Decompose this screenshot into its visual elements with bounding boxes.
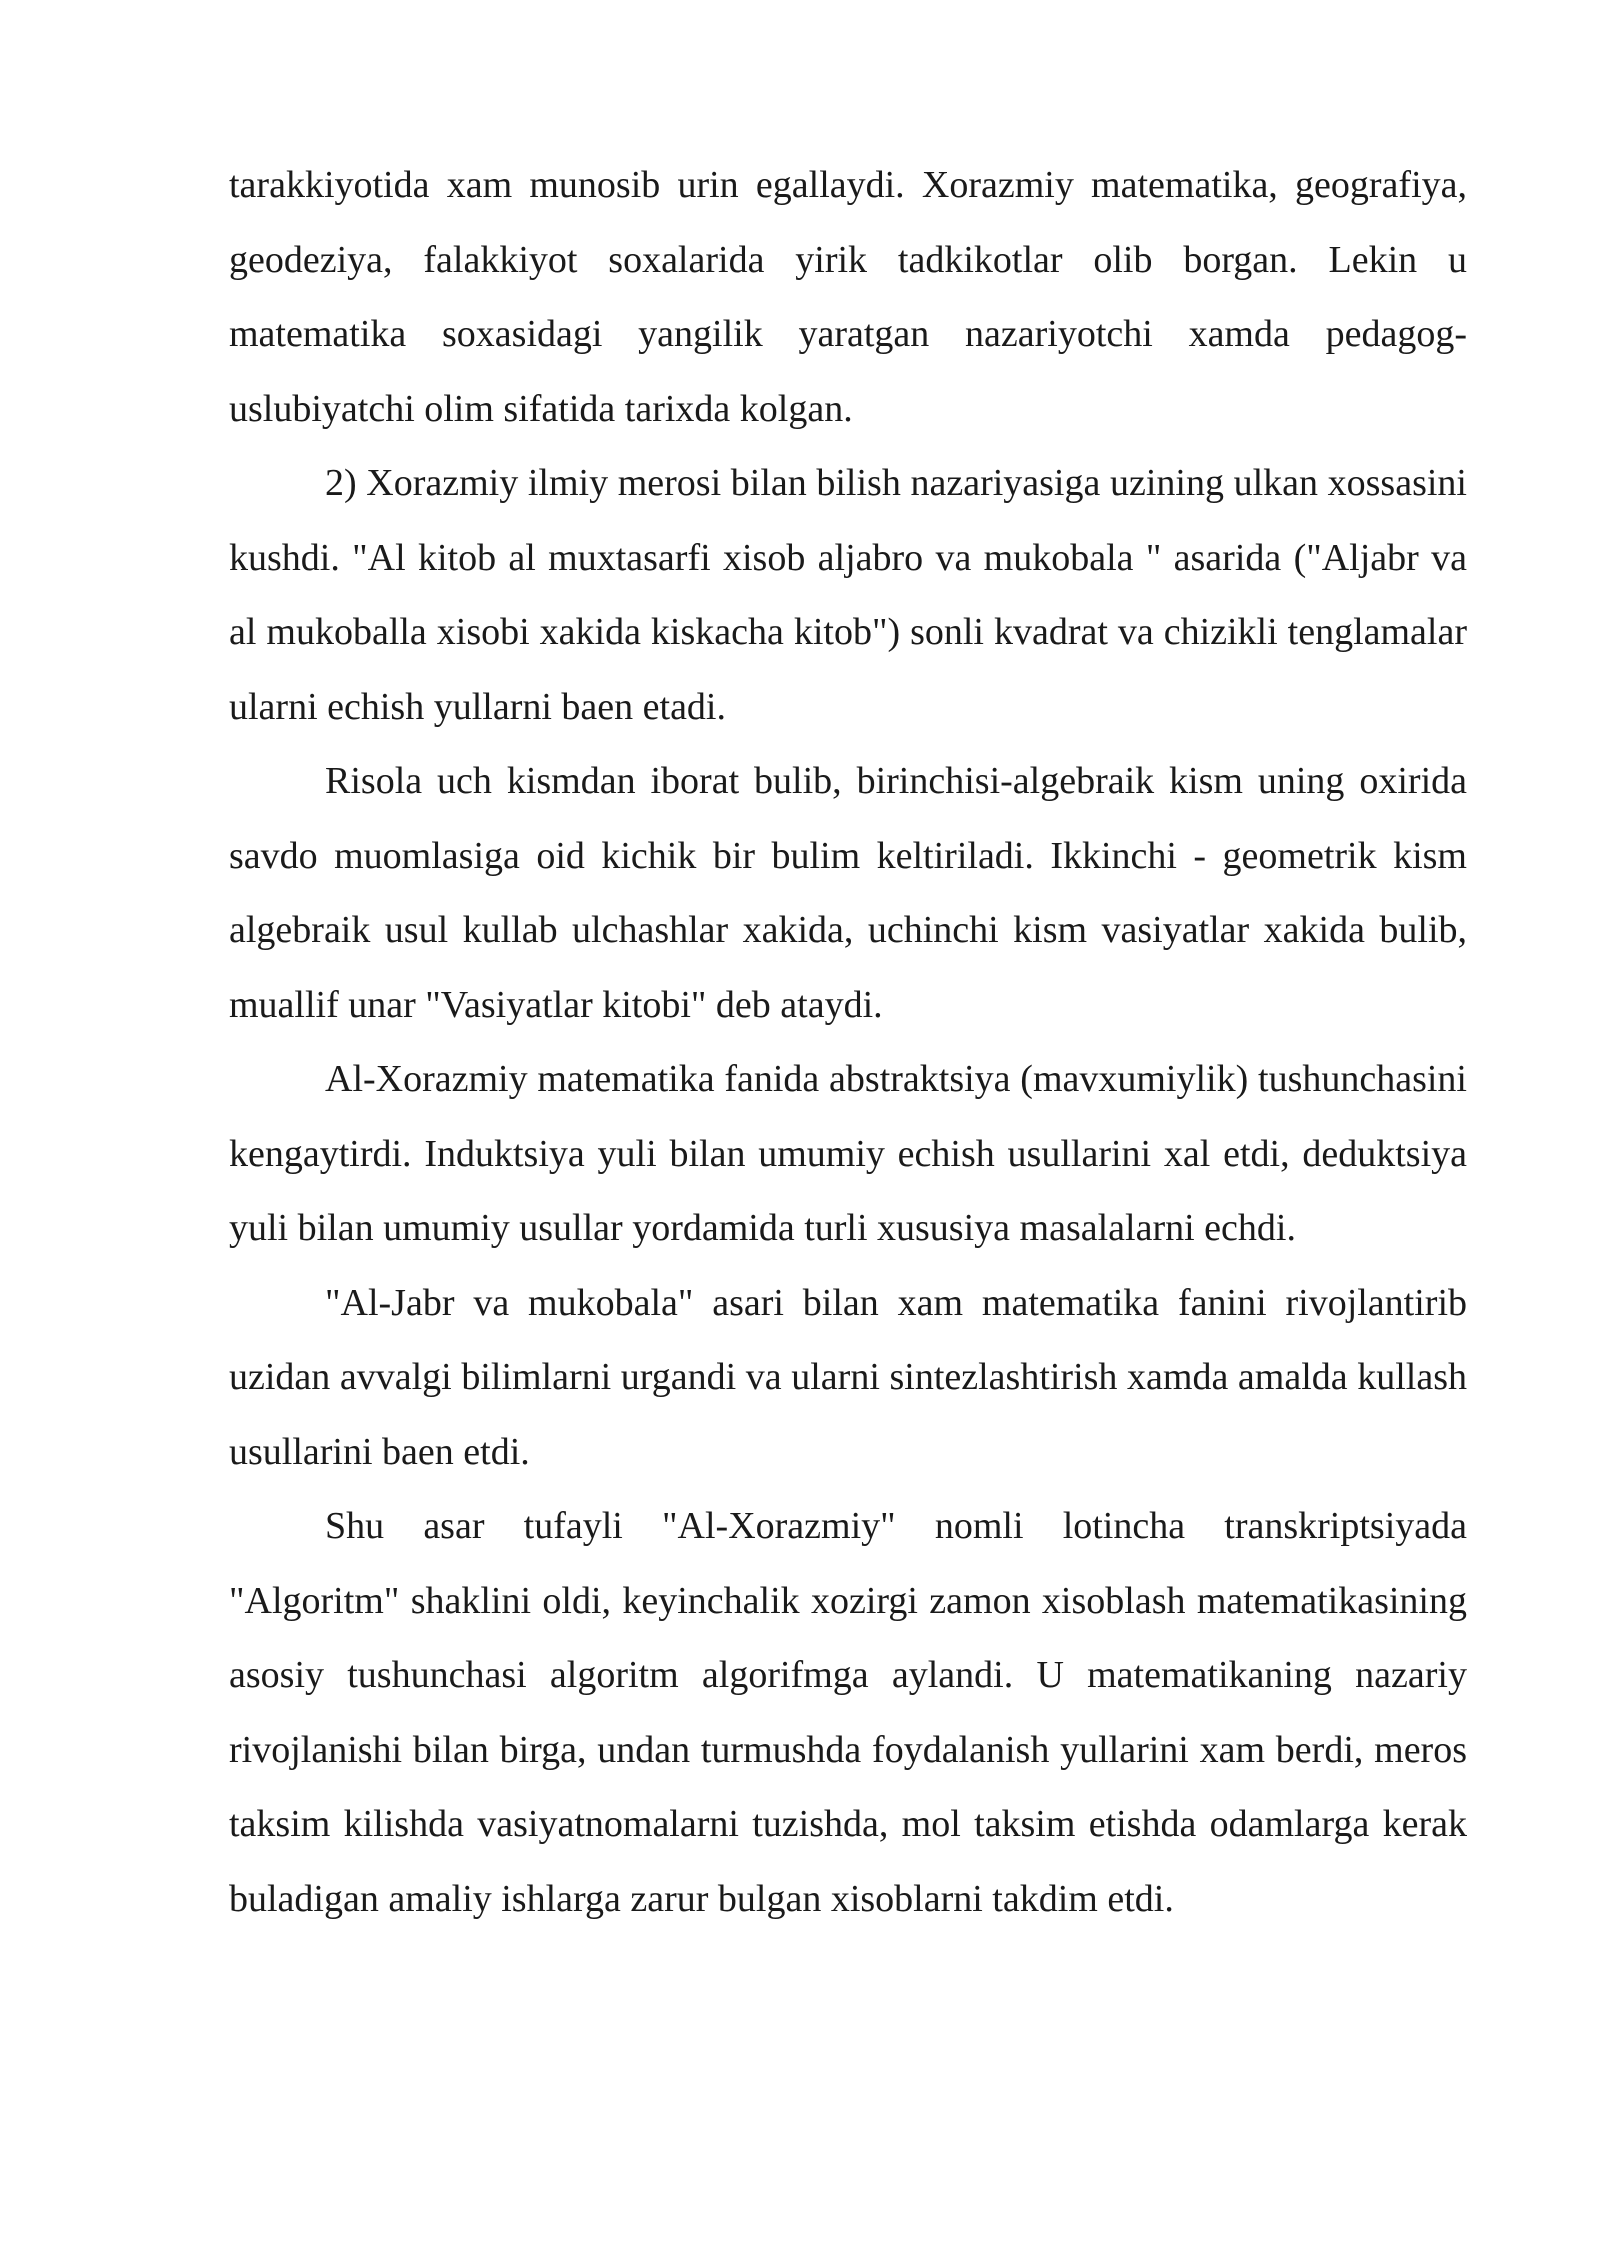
- paragraph-6: Shu asar tufayli "Al-Xorazmiy" nomli lotincha transkriptsiyada "Algoritm" shaklini oldi, keyinchalik xozirgi zamon xisoblash matematikasining asosiy tushunchasi algoritm algorifmga aylandi. U matematikaning nazariy rivojlanishi bilan birga, undan turmushda foydalanish yullarini xam berdi, meros taksim kilishda vasiyatnomalarni tuzishda, mol taksim etishda odamlarga kerak buladigan amaliy ishlarga zarur bulgan xisoblarni takdim etdi.: [229, 1505, 1467, 1920]
- paragraph-4: Al-Xorazmiy matematika fanida abstraktsiya (mavxumiylik) tushunchasini kengaytirdi. Induktsiya yuli bilan umumiy echish usullarini xal etdi, deduktsiya yuli bilan umumiy usullar yordamida turli xususiya masalalarni echdi.: [229, 1058, 1467, 1249]
- body-text: [229, 148, 1467, 1936]
- paragraph-1: tarakkiyotida xam munosib urin egallaydi. Xorazmiy matematika, geografiya, geodeziya, falakkiyot soxalarida yirik tadkikotlar olib borgan. Lekin u matematika soxasidagi yangilik yaratgan nazariyotchi xamda pedagog-uslubiyatchi olim sifatida tarixda kolgan.: [229, 164, 1467, 430]
- paragraph-3: Risola uch kismdan iborat bulib, birinchisi-algebraik kism uning oxirida savdo muomlasiga oid kichik bir bulim keltiriladi. Ikkinchi - geometrik kism algebraik usul kullab ulchashlar xakida, uchinchi kism vasiyatlar xakida bulib, muallif unar "Vasiyatlar kitobi" deb ataydi.: [229, 760, 1467, 1026]
- paragraph-5: "Al-Jabr va mukobala" asari bilan xam matematika fanini rivojlantirib uzidan avvalgi bilimlarni urgandi va ularni sintezlashtirish xamda amalda kullash usullarini baen etdi.: [229, 1281, 1467, 1473]
- paragraph-2: 2) Xorazmiy ilmiy merosi bilan bilish nazariyasiga uzining ulkan xossasini kushdi. "Al kitob al muxtasarfi xisob aljabro va mukobala " asarida ("Aljabr va al mukoballa xisobi xakida kiskacha kitob") sonli kvadrat va chizikli tenglamalar ularni echish yullarni baen etadi.: [229, 462, 1467, 728]
